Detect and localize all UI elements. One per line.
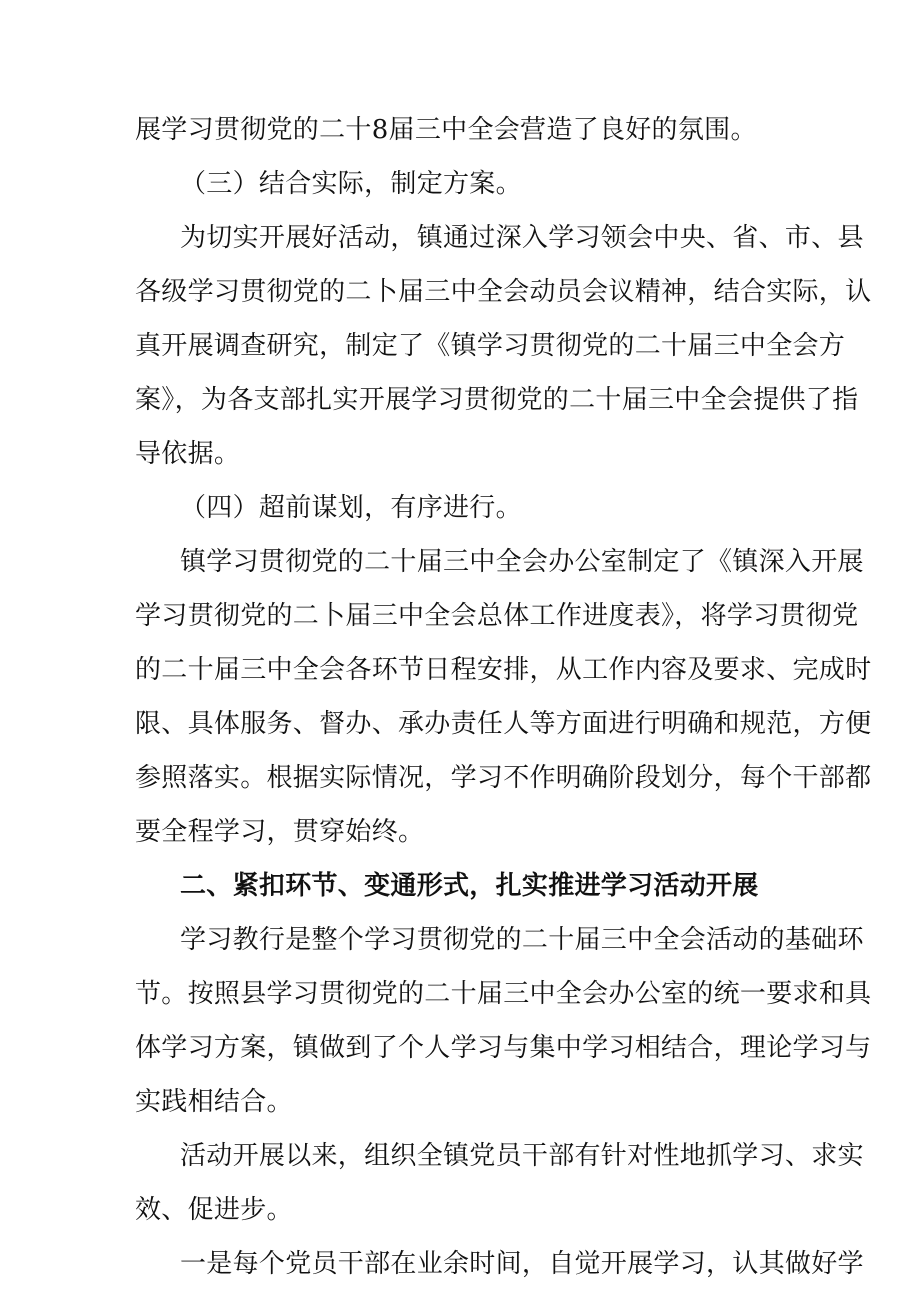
body-text-line: 的二十届三中全会各环节日程安排，从工作内容及要求、完成时 <box>135 655 872 685</box>
body-text-line: 真开展调查研究，制定了《镇学习贯彻党的二十届三中全会方 <box>135 331 846 361</box>
body-text-line: 镇学习贯彻党的二十届三中全会办公室制定了《镇深入开展 <box>180 547 864 577</box>
body-text-line: 节。按照县学习贯彻党的二十届三中全会办公室的统一要求和具 <box>135 979 872 1009</box>
body-text-line: 展学习贯彻党的二十8届三中全会营造了良好的氛围。 <box>135 115 757 145</box>
section-heading: （三）结合实际，制定方案。 <box>180 169 522 199</box>
body-text-line: 案》，为各支部扎实开展学习贯彻党的二十届三中全会提供了指 <box>135 385 859 415</box>
body-text-line: 体学习方案，镇做到了个人学习与集中学习相结合，理论学习与 <box>135 1033 872 1063</box>
body-text-line: 活动开展以来，组织全镇党员干部有针对性地抓学习、求实 <box>180 1141 864 1171</box>
body-text-line: 限、具体服务、督办、承办责任人等方面进行明确和规范，方便 <box>135 709 872 739</box>
body-text-line: 导依据。 <box>135 439 241 469</box>
body-text-line: 学习教行是整个学习贯彻党的二十届三中全会活动的基础环 <box>180 925 864 955</box>
body-text-line: 实践相结合。 <box>135 1087 293 1117</box>
body-text-line: 学习贯彻党的二卜届三中全会总体工作进度表》，将学习贯彻党 <box>135 601 859 631</box>
section-heading: （四）超前谋划，有序进行。 <box>180 493 522 523</box>
body-text-line: 参照落实。根据实际情况，学习不作明确阶段划分，每个干部都 <box>135 763 872 793</box>
body-text-line: 效、促进步。 <box>135 1195 293 1225</box>
chapter-heading: 二、紧扣环节、变通形式，扎实推进学习活动开展 <box>180 871 759 901</box>
body-text-line: 要全程学习，贯穿始终。 <box>135 817 425 847</box>
body-text-line: 一是每个党员干部在业余时间，自觉开展学习，认其做好学 <box>180 1249 864 1279</box>
body-text-line: 各级学习贯彻党的二卜届三中全会动员会议精神，结合实际，认 <box>135 277 872 307</box>
body-text-line: 为切实开展好活动，镇通过深入学习领会中央、省、市、县 <box>180 223 864 253</box>
